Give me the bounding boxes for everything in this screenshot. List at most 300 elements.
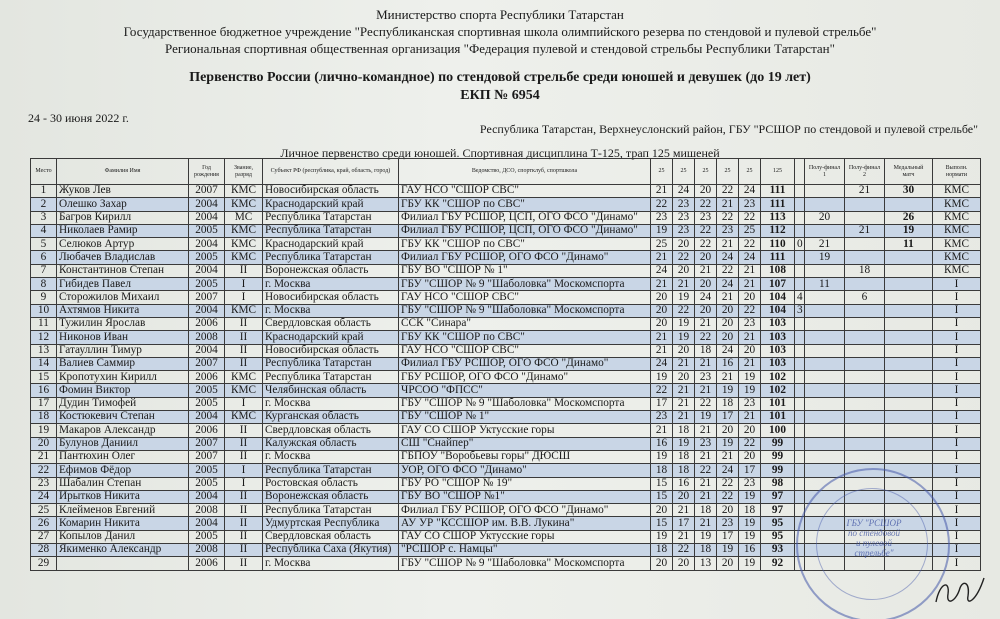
cell-org: Филиал ГБУ РСШОР, ОГО ФСО "Динамо" <box>399 504 651 517</box>
cell-s3: 18 <box>695 544 717 557</box>
cell-s4: 19 <box>717 384 739 397</box>
ekp-number: ЕКП № 6954 <box>460 88 540 103</box>
cell-medal <box>885 251 933 264</box>
cell-region: г. Москва <box>263 397 399 410</box>
cell-s3: 23 <box>695 437 717 450</box>
cell-x <box>795 211 805 224</box>
cell-s5: 21 <box>739 357 761 370</box>
column-header: Ведомство, ДСО, спортклуб, спортшкола <box>399 159 651 185</box>
cell-place: 19 <box>31 424 57 437</box>
cell-sf2 <box>845 411 885 424</box>
cell-year: 2005 <box>189 397 225 410</box>
cell-s1: 15 <box>651 490 673 503</box>
cell-place: 23 <box>31 477 57 490</box>
cell-name: Кропотухин Кирилл <box>57 371 189 384</box>
cell-norm: I <box>933 490 981 503</box>
cell-norm: I <box>933 544 981 557</box>
cell-x <box>795 331 805 344</box>
column-header: Фамилия Имя <box>57 159 189 185</box>
cell-place: 6 <box>31 251 57 264</box>
cell-s4: 22 <box>717 211 739 224</box>
cell-s3: 21 <box>695 384 717 397</box>
cell-sf2: 6 <box>845 291 885 304</box>
table-row <box>31 317 981 330</box>
column-header: 25 <box>717 159 739 185</box>
cell-place: 10 <box>31 304 57 317</box>
official-stamp <box>796 468 950 619</box>
cell-sf2 <box>845 198 885 211</box>
cell-s3: 21 <box>695 264 717 277</box>
column-header: Год рождения <box>189 159 225 185</box>
cell-year: 2007 <box>189 185 225 198</box>
cell-org: АУ УР "КССШОР им. В.В. Лукина" <box>399 517 651 530</box>
cell-norm: I <box>933 477 981 490</box>
cell-rank: II <box>225 517 263 530</box>
cell-rank: II <box>225 317 263 330</box>
cell-org: Филиал ГБУ РСШОР, ЦСП, ОГО ФСО "Динамо" <box>399 224 651 237</box>
cell-region: Республика Татарстан <box>263 251 399 264</box>
cell-norm: I <box>933 357 981 370</box>
cell-s2: 17 <box>673 517 695 530</box>
cell-total: 95 <box>761 530 795 543</box>
cell-s4: 20 <box>717 424 739 437</box>
cell-place: 25 <box>31 504 57 517</box>
column-header: 125 <box>761 159 795 185</box>
cell-sf1 <box>805 317 845 330</box>
cell-medal: 11 <box>885 238 933 251</box>
cell-place: 2 <box>31 198 57 211</box>
cell-s3: 18 <box>695 344 717 357</box>
cell-s2: 18 <box>673 450 695 463</box>
cell-total: 93 <box>761 544 795 557</box>
cell-s5: 22 <box>739 437 761 450</box>
cell-sf1 <box>805 304 845 317</box>
cell-x <box>795 464 805 477</box>
cell-s5: 19 <box>739 384 761 397</box>
cell-year: 2007 <box>189 291 225 304</box>
cell-name: Сторожилов Михаил <box>57 291 189 304</box>
cell-place: 24 <box>31 490 57 503</box>
cell-name: Ефимов Фёдор <box>57 464 189 477</box>
cell-sf2 <box>845 278 885 291</box>
cell-region: Курганская область <box>263 411 399 424</box>
cell-rank: II <box>225 437 263 450</box>
cell-s3: 22 <box>695 198 717 211</box>
cell-s4: 23 <box>717 224 739 237</box>
cell-place: 20 <box>31 437 57 450</box>
cell-rank: II <box>225 490 263 503</box>
cell-s5: 18 <box>739 504 761 517</box>
cell-norm: I <box>933 464 981 477</box>
cell-x <box>795 477 805 490</box>
cell-s4: 19 <box>717 544 739 557</box>
table-row <box>31 411 981 424</box>
cell-s5: 23 <box>739 397 761 410</box>
cell-s1: 19 <box>651 530 673 543</box>
column-header: Полу-финал 1 <box>805 159 845 185</box>
cell-x <box>795 450 805 463</box>
cell-s5: 21 <box>739 331 761 344</box>
cell-place: 17 <box>31 397 57 410</box>
cell-s4: 19 <box>717 437 739 450</box>
cell-region: Свердловская область <box>263 530 399 543</box>
cell-name: Гатауллин Тимур <box>57 344 189 357</box>
cell-sf2 <box>845 450 885 463</box>
cell-x <box>795 437 805 450</box>
cell-sf2 <box>845 397 885 410</box>
cell-name: Пантюхин Олег <box>57 450 189 463</box>
cell-name: Комарин Никита <box>57 517 189 530</box>
cell-s2: 16 <box>673 477 695 490</box>
cell-sf2 <box>845 357 885 370</box>
cell-place: 8 <box>31 278 57 291</box>
cell-region: Новосибирская область <box>263 344 399 357</box>
cell-sf1: 21 <box>805 238 845 251</box>
cell-total: 97 <box>761 490 795 503</box>
cell-place: 1 <box>31 185 57 198</box>
cell-s5: 24 <box>739 251 761 264</box>
cell-s2: 18 <box>673 464 695 477</box>
cell-norm: I <box>933 384 981 397</box>
cell-sf2 <box>845 331 885 344</box>
cell-s1: 25 <box>651 238 673 251</box>
cell-norm: КМС <box>933 238 981 251</box>
cell-sf1 <box>805 224 845 237</box>
cell-medal <box>885 411 933 424</box>
cell-year: 2004 <box>189 304 225 317</box>
cell-s4: 22 <box>717 477 739 490</box>
table-row <box>31 424 981 437</box>
table-row <box>31 397 981 410</box>
cell-name: Якименко Александр <box>57 544 189 557</box>
cell-s4: 21 <box>717 238 739 251</box>
cell-place: 12 <box>31 331 57 344</box>
signature-mark <box>930 572 990 612</box>
cell-place: 27 <box>31 530 57 543</box>
cell-year: 2005 <box>189 278 225 291</box>
cell-s3: 13 <box>695 557 717 570</box>
cell-s2: 23 <box>673 211 695 224</box>
cell-x <box>795 344 805 357</box>
cell-rank: I <box>225 291 263 304</box>
federation-line: Региональная спортивная общественная организация "Федерация пулевой и стендовой стрельбы Республики Татарстан" <box>165 41 835 56</box>
cell-name: Олешко Захар <box>57 198 189 211</box>
cell-s3: 21 <box>695 477 717 490</box>
cell-x <box>795 278 805 291</box>
cell-region: Краснодарский край <box>263 238 399 251</box>
cell-s1: 23 <box>651 211 673 224</box>
cell-x <box>795 251 805 264</box>
cell-norm: I <box>933 317 981 330</box>
cell-s3: 24 <box>695 291 717 304</box>
cell-sf2: 21 <box>845 185 885 198</box>
cell-year: 2006 <box>189 317 225 330</box>
cell-org: ГБУ "СШОР № 9 "Шаболовка" Москомспорта <box>399 304 651 317</box>
cell-place: 5 <box>31 238 57 251</box>
cell-s2: 21 <box>673 384 695 397</box>
cell-place: 29 <box>31 557 57 570</box>
cell-rank: КМС <box>225 304 263 317</box>
cell-rank: КМС <box>225 384 263 397</box>
cell-s4: 21 <box>717 371 739 384</box>
cell-s1: 22 <box>651 198 673 211</box>
cell-region: Республика Саха (Якутия) <box>263 544 399 557</box>
cell-s1: 23 <box>651 411 673 424</box>
cell-org: ГБУ "СШОР № 9 "Шаболовка" Москомспорта <box>399 397 651 410</box>
cell-org: ГАУ НСО "СШОР СВС" <box>399 344 651 357</box>
cell-s4: 21 <box>717 291 739 304</box>
cell-place: 21 <box>31 450 57 463</box>
cell-org: Филиал ГБУ РСШОР, ОГО ФСО "Динамо" <box>399 357 651 370</box>
cell-medal <box>885 450 933 463</box>
cell-s1: 20 <box>651 304 673 317</box>
cell-total: 99 <box>761 437 795 450</box>
cell-s3: 20 <box>695 251 717 264</box>
cell-medal <box>885 198 933 211</box>
cell-s1: 24 <box>651 264 673 277</box>
cell-year: 2005 <box>189 464 225 477</box>
cell-s1: 21 <box>651 185 673 198</box>
cell-norm: I <box>933 411 981 424</box>
cell-x <box>795 198 805 211</box>
cell-sf2 <box>845 424 885 437</box>
cell-s1: 19 <box>651 371 673 384</box>
cell-total: 101 <box>761 411 795 424</box>
cell-total: 97 <box>761 504 795 517</box>
cell-name: Ирытков Никита <box>57 490 189 503</box>
table-row <box>31 238 981 251</box>
cell-s1: 20 <box>651 291 673 304</box>
cell-x <box>795 224 805 237</box>
cell-medal <box>885 264 933 277</box>
cell-s2: 19 <box>673 437 695 450</box>
cell-s2: 20 <box>673 238 695 251</box>
cell-s1: 19 <box>651 224 673 237</box>
cell-sf1 <box>805 198 845 211</box>
cell-s5: 23 <box>739 317 761 330</box>
cell-year: 2004 <box>189 198 225 211</box>
cell-s5: 22 <box>739 211 761 224</box>
cell-s4: 24 <box>717 251 739 264</box>
cell-org: ГБУ ВО "СШОР № 1" <box>399 264 651 277</box>
cell-org: ГАУ НСО "СШОР СВС" <box>399 291 651 304</box>
cell-region: Новосибирская область <box>263 291 399 304</box>
cell-sf1 <box>805 450 845 463</box>
cell-s5: 23 <box>739 198 761 211</box>
cell-total: 104 <box>761 291 795 304</box>
cell-s2: 23 <box>673 224 695 237</box>
cell-s3: 21 <box>695 317 717 330</box>
column-header: 25 <box>651 159 673 185</box>
column-header: 25 <box>739 159 761 185</box>
cell-s1: 18 <box>651 464 673 477</box>
cell-s2: 24 <box>673 185 695 198</box>
cell-s2: 20 <box>673 557 695 570</box>
cell-norm: I <box>933 344 981 357</box>
cell-s2: 22 <box>673 304 695 317</box>
column-header: Звание, разряд <box>225 159 263 185</box>
cell-x <box>795 384 805 397</box>
cell-norm: I <box>933 450 981 463</box>
cell-s1: 21 <box>651 251 673 264</box>
cell-s3: 20 <box>695 278 717 291</box>
cell-total: 99 <box>761 464 795 477</box>
cell-sf1 <box>805 344 845 357</box>
cell-norm: I <box>933 397 981 410</box>
cell-s2: 20 <box>673 371 695 384</box>
cell-medal <box>885 291 933 304</box>
cell-total: 103 <box>761 317 795 330</box>
cell-s3: 23 <box>695 371 717 384</box>
column-header: Субъект РФ (республика, край, область, город) <box>263 159 399 185</box>
cell-s4: 23 <box>717 517 739 530</box>
cell-s4: 21 <box>717 450 739 463</box>
cell-norm: КМС <box>933 224 981 237</box>
cell-norm: I <box>933 331 981 344</box>
cell-org: ССК "Синара" <box>399 317 651 330</box>
cell-sf2 <box>845 344 885 357</box>
cell-org: Филиал ГБУ РСШОР, ОГО ФСО "Динамо" <box>399 251 651 264</box>
cell-region: Республика Татарстан <box>263 211 399 224</box>
institution-line: Государственное бюджетное учреждение "Республиканская спортивная школа олимпийского резерва по стендовой и пулевой стрельбе" <box>123 24 877 39</box>
cell-s2: 20 <box>673 264 695 277</box>
cell-year: 2008 <box>189 331 225 344</box>
cell-s5: 23 <box>739 477 761 490</box>
cell-rank: II <box>225 331 263 344</box>
cell-sf1 <box>805 357 845 370</box>
table-row <box>31 357 981 370</box>
cell-s1: 18 <box>651 544 673 557</box>
cell-x <box>795 264 805 277</box>
cell-norm: I <box>933 371 981 384</box>
cell-org: ГБУ КК "СШОР по СВС" <box>399 198 651 211</box>
cell-year: 2005 <box>189 530 225 543</box>
cell-s4: 20 <box>717 331 739 344</box>
cell-name: Макаров Александр <box>57 424 189 437</box>
cell-s5: 19 <box>739 530 761 543</box>
cell-s5: 19 <box>739 371 761 384</box>
cell-medal <box>885 424 933 437</box>
cell-total: 98 <box>761 477 795 490</box>
cell-s4: 16 <box>717 357 739 370</box>
cell-org: ГБПОУ "Воробьевы горы" ДЮСШ <box>399 450 651 463</box>
cell-rank: II <box>225 504 263 517</box>
cell-s5: 20 <box>739 450 761 463</box>
cell-s4: 17 <box>717 530 739 543</box>
cell-norm: I <box>933 424 981 437</box>
cell-s3: 21 <box>695 490 717 503</box>
cell-rank: КМС <box>225 185 263 198</box>
cell-rank: I <box>225 464 263 477</box>
cell-rank: КМС <box>225 371 263 384</box>
event-dates: 24 - 30 июня 2022 г. <box>28 111 129 125</box>
stamp-text: ГБУ "РСШОР по стендовой и пулевой стрельбе" <box>846 518 902 558</box>
cell-rank: II <box>225 357 263 370</box>
cell-name: Костюкевич Степан <box>57 411 189 424</box>
cell-place: 15 <box>31 371 57 384</box>
cell-norm: I <box>933 557 981 570</box>
table-row <box>31 450 981 463</box>
cell-s1: 20 <box>651 504 673 517</box>
cell-s5: 17 <box>739 464 761 477</box>
cell-year: 2004 <box>189 211 225 224</box>
cell-sf1 <box>805 424 845 437</box>
cell-region: г. Москва <box>263 278 399 291</box>
cell-s3: 22 <box>695 224 717 237</box>
cell-total: 95 <box>761 517 795 530</box>
table-row <box>31 224 981 237</box>
cell-s4: 21 <box>717 198 739 211</box>
cell-place: 18 <box>31 411 57 424</box>
cell-s1: 21 <box>651 278 673 291</box>
cell-s2: 22 <box>673 544 695 557</box>
cell-sf2 <box>845 384 885 397</box>
cell-norm: I <box>933 291 981 304</box>
cell-rank: КМС <box>225 251 263 264</box>
cell-org: ГБУ КК "СШОР по СВС" <box>399 331 651 344</box>
cell-norm: КМС <box>933 264 981 277</box>
cell-s5: 25 <box>739 224 761 237</box>
table-row <box>31 344 981 357</box>
cell-medal: 26 <box>885 211 933 224</box>
cell-rank: II <box>225 530 263 543</box>
cell-rank: II <box>225 544 263 557</box>
cell-s2: 20 <box>673 490 695 503</box>
table-row <box>31 211 981 224</box>
cell-medal <box>885 357 933 370</box>
cell-s4: 20 <box>717 304 739 317</box>
cell-s1: 21 <box>651 344 673 357</box>
cell-region: Республика Татарстан <box>263 357 399 370</box>
cell-rank: II <box>225 424 263 437</box>
cell-s1: 21 <box>651 331 673 344</box>
cell-s3: 22 <box>695 464 717 477</box>
cell-s1: 19 <box>651 450 673 463</box>
cell-place: 9 <box>31 291 57 304</box>
cell-rank: КМС <box>225 238 263 251</box>
cell-sf1 <box>805 331 845 344</box>
table-subtitle: Личное первенство среди юношей. Спортивная дисциплина Т-125, трап 125 мишеней <box>280 146 720 160</box>
cell-medal <box>885 437 933 450</box>
cell-region: Краснодарский край <box>263 198 399 211</box>
cell-medal <box>885 397 933 410</box>
cell-org: ГБУ КК "СШОР по СВС" <box>399 238 651 251</box>
cell-s2: 20 <box>673 344 695 357</box>
cell-sf2 <box>845 251 885 264</box>
cell-sf1 <box>805 291 845 304</box>
cell-region: Новосибирская область <box>263 185 399 198</box>
cell-s2: 19 <box>673 331 695 344</box>
cell-year: 2005 <box>189 224 225 237</box>
cell-s2: 22 <box>673 251 695 264</box>
cell-s1: 15 <box>651 517 673 530</box>
cell-place: 16 <box>31 384 57 397</box>
cell-s5: 24 <box>739 185 761 198</box>
cell-name <box>57 557 189 570</box>
cell-total: 103 <box>761 357 795 370</box>
cell-s3: 21 <box>695 517 717 530</box>
cell-x <box>795 185 805 198</box>
cell-name: Багров Кирилл <box>57 211 189 224</box>
column-header <box>795 159 805 185</box>
cell-s3: 19 <box>695 411 717 424</box>
cell-sf2: 18 <box>845 264 885 277</box>
cell-s5: 21 <box>739 278 761 291</box>
table-row <box>31 437 981 450</box>
cell-year: 2004 <box>189 344 225 357</box>
table-row <box>31 331 981 344</box>
table-header-row <box>31 159 981 185</box>
